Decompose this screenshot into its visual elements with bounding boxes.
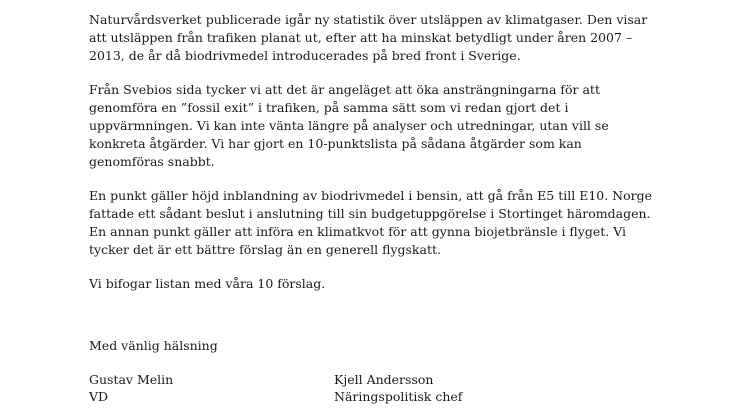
closing-greeting: Med vänlig hälsning [89, 338, 218, 353]
signatory-title: Näringspolitisk chef [334, 389, 463, 404]
paragraph-statistics [89, 11, 669, 65]
letter-body [89, 11, 669, 309]
text-line: att utsläppen från trafiken planat ut, efter att ha minskat betydligt under åren 2007 – [89, 30, 633, 45]
text-line: En punkt gäller höjd inblandning av biodrivmedel i bensin, att gå från E5 till E10. Norge [89, 188, 653, 203]
signatory-2 [334, 371, 462, 405]
text-line: genomföras snabbt. [89, 154, 215, 169]
signatory-title: VD [89, 389, 109, 404]
text-line: fattade ett sådant beslut i anslutning till sin budgetuppgörelse i Stortinget häromdagen. [89, 206, 651, 221]
signatory-name: Gustav Melin [89, 372, 174, 387]
text-line: 2013, de år då biodrivmedel introducerades på bred front i Sverige. [89, 48, 521, 63]
signatory-name: Kjell Andersson [334, 372, 434, 387]
text-line: Från Svebios sida tycker vi att det är angeläget att öka ansträngningarna för att [89, 82, 600, 97]
text-line: Naturvårdsverket publicerade igår ny statistik över utsläppen av klimatgaser. Den visar [89, 12, 648, 27]
text-line: Vi bifogar listan med våra 10 förslag. [89, 276, 326, 291]
paragraph-proposals [89, 187, 669, 259]
paragraph-fossil-exit [89, 81, 669, 171]
signatory-1 [89, 371, 173, 405]
text-line: tycker det är ett bättre förslag än en generell flygskatt. [89, 242, 441, 257]
text-line: uppvärmningen. Vi kan inte vänta längre på analyser och utredningar, utan vill se [89, 118, 609, 133]
text-line: konkreta åtgärder. Vi har gjort en 10-punktslista på sådana åtgärder som kan [89, 136, 582, 151]
text-line: En annan punkt gäller att införa en klimatkvot för att gynna biojetbränsle i flyget. Vi [89, 224, 626, 239]
paragraph-attachment [89, 275, 669, 293]
text-line: genomföra en ”fossil exit” i trafiken, på samma sätt som vi redan gjort det i [89, 100, 569, 115]
